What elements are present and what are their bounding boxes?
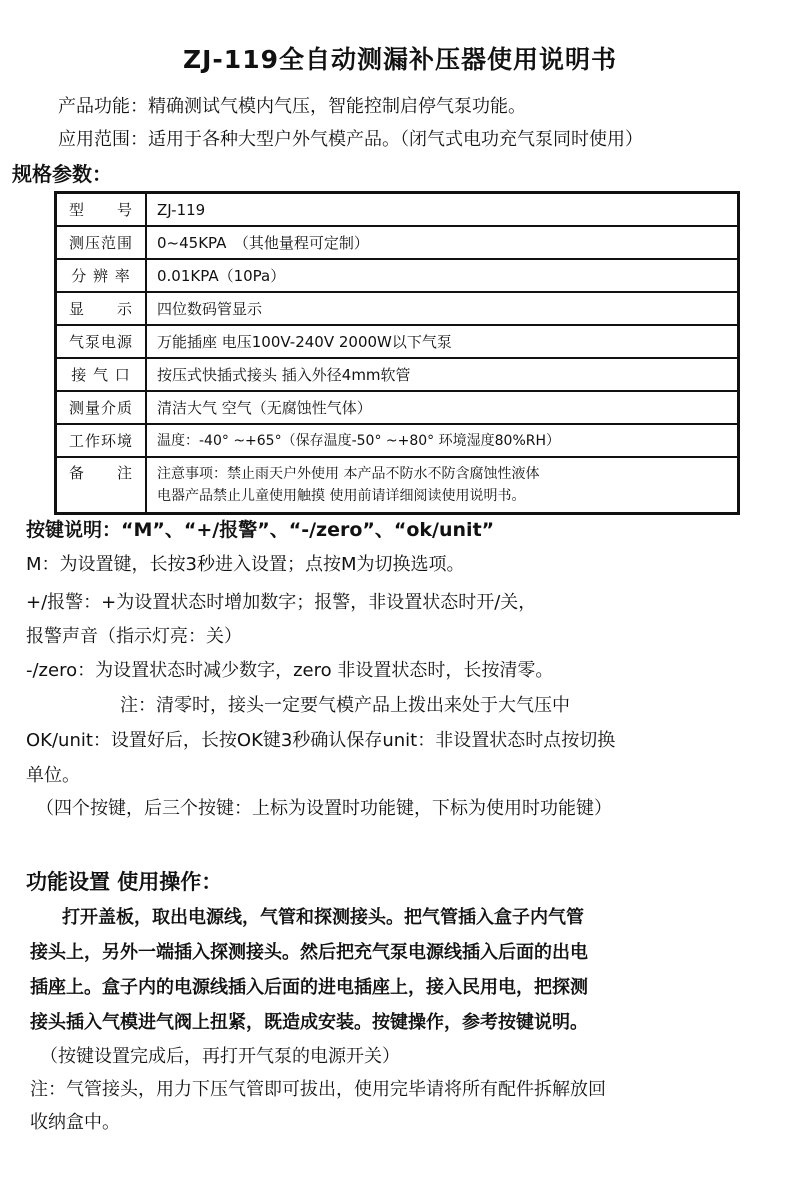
operation-line-4: 接头插入气模进气阀上扭紧，既造成安装。按键操作，参考按键说明。 [30, 1012, 588, 1033]
remarks-line-2: 电器产品禁止儿童使用触摸 使用前请详细阅读使用说明书。 [157, 488, 526, 504]
operation-note-line-2: 收纳盒中。 [30, 1112, 120, 1133]
table-row [56, 259, 739, 292]
operation-note-line-1: 注：气管接头，用力下压气管即可拔出，使用完毕请将所有配件拆解放回 [30, 1079, 606, 1100]
table-row [56, 358, 739, 391]
spec-key: 气泵电源 [56, 325, 147, 358]
operation-line-2: 接头上，另外一端插入探测接头。然后把充气泵电源线插入后面的出电 [30, 942, 588, 963]
key-m-desc: M：为设置键，长按3秒进入设置；点按M为切换选项。 [26, 554, 465, 575]
spec-value: 0.01KPA（10Pa） [146, 259, 739, 292]
spec-key: 型 号 [56, 193, 147, 227]
spec-key: 测量介质 [56, 391, 147, 424]
product-function-line: 产品功能：精确测试气模内气压，智能控制启停气泵功能。 [58, 96, 526, 117]
spec-value: 四位数码管显示 [146, 292, 739, 325]
spec-key: 接 气 口 [56, 358, 147, 391]
spec-table [54, 191, 740, 515]
table-row [56, 325, 739, 358]
operation-line-3: 插座上。盒子内的电源线插入后面的进电插座上，接入民用电，把探测 [30, 977, 588, 998]
zero-note: 注：清零时，接头一定要气模产品上拨出来处于大气压中 [120, 695, 570, 716]
spec-value: 清洁大气 空气（无腐蚀性气体） [146, 391, 739, 424]
table-row [56, 391, 739, 424]
spec-value: 万能插座 电压100V-240V 2000W以下气泵 [146, 325, 739, 358]
key-ok-desc-cont: 单位。 [26, 765, 80, 786]
spec-value [146, 457, 739, 514]
table-row [56, 193, 739, 227]
key-plus-desc: +/报警：+为设置状态时增加数字；报警，非设置状态时开/关， [26, 592, 537, 613]
spec-key: 备 注 [56, 457, 147, 514]
operation-heading: 功能设置 使用操作： [26, 870, 223, 894]
application-scope-line: 应用范围：适用于各种大型户外气模产品。（闭气式电功充气泵同时使用） [58, 129, 643, 150]
spec-key: 显 示 [56, 292, 147, 325]
table-row [56, 457, 739, 514]
key-ok-desc: OK/unit：设置好后，长按OK键3秒确认保存unit：非设置状态时点按切换 [26, 730, 616, 751]
table-row [56, 226, 739, 259]
spec-value: ZJ-119 [146, 193, 739, 227]
spec-key: 工作环境 [56, 424, 147, 457]
keys-summary: （四个按键，后三个按键：上标为设置时功能键，下标为使用时功能键） [36, 798, 612, 819]
document-title: ZJ-119全自动测漏补压器使用说明书 [183, 45, 617, 74]
spec-value: 0~45KPA （其他量程可定制） [146, 226, 739, 259]
key-plus-desc-cont: 报警声音（指示灯亮：关） [26, 626, 242, 647]
operation-line-1: 打开盖板，取出电源线，气管和探测接头。把气管插入盒子内气管 [62, 907, 584, 928]
spec-key: 分 辨 率 [56, 259, 147, 292]
table-row [56, 424, 739, 457]
spec-key: 测压范围 [56, 226, 147, 259]
spec-value: 按压式快插式接头 插入外径4mm软管 [146, 358, 739, 391]
table-row [56, 292, 739, 325]
key-minus-desc: -/zero：为设置状态时减少数字，zero 非设置状态时，长按清零。 [26, 660, 554, 681]
remarks-line-1: 注意事项：禁止雨天户外使用 本产品不防水不防含腐蚀性液体 [157, 466, 540, 482]
spec-value: 温度：-40° ~+65°（保存温度-50° ~+80° 环境湿度80%RH） [146, 424, 739, 457]
spec-heading: 规格参数： [12, 162, 112, 186]
keys-heading: 按键说明：“M”、“+/报警”、“-/zero”、“ok/unit” [26, 519, 495, 541]
operation-line-5: （按键设置完成后，再打开气泵的电源开关） [40, 1046, 400, 1067]
